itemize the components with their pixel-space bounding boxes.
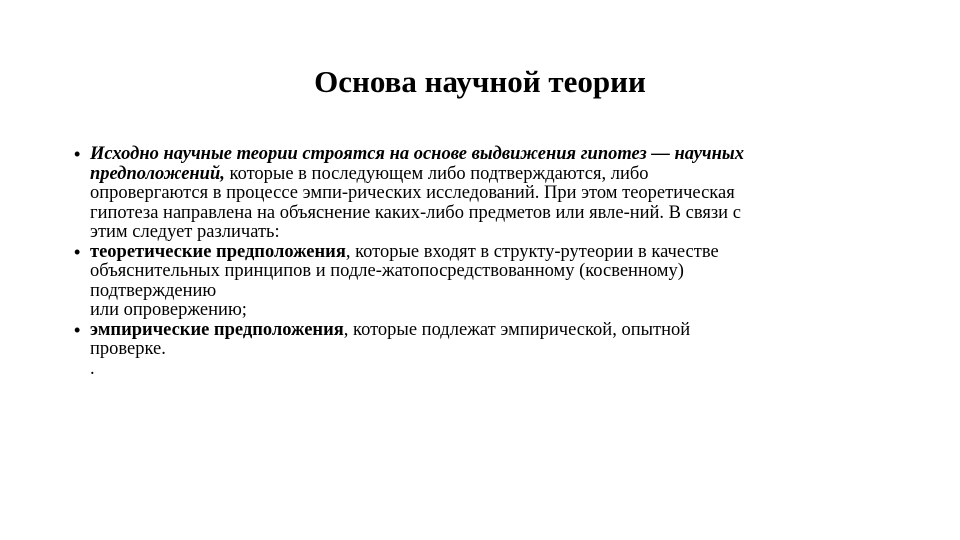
bullet-text-line	[90, 243, 884, 263]
bullet-list	[74, 145, 884, 379]
bullet-text: гипотеза направлена на объяснение каких-либо предметов или явле-ний. В связи с	[90, 202, 741, 223]
bullet-emphasis-line-2: предположений,	[90, 163, 225, 184]
bullet-text: , которые подлежат эмпирической, опытной	[343, 319, 691, 340]
bullet-icon: •	[74, 241, 81, 262]
bullet-text: этим следует различать:	[90, 222, 280, 242]
bullet-text-line	[90, 165, 884, 185]
bullet-text-line	[90, 321, 884, 341]
bullet-text: которые в последующем либо подтверждаются, либо	[224, 163, 649, 184]
bullet-text: проверке.	[90, 339, 166, 359]
bullet-text: объяснительных принципов и подле-жатопосредствованному (косвенному)	[90, 261, 684, 281]
list-item	[74, 145, 884, 243]
bullet-text: подтверждению	[90, 280, 217, 301]
bullet-text: опровергаются в процессе эмпи-рических исследований. При этом теоретическая	[90, 183, 735, 203]
bullet-emphasis: теоретические предположения	[90, 241, 346, 262]
list-item	[74, 243, 884, 321]
bullet-emphasis-line-1: Исходно научные теории строятся на основе выдвижения гипотез — научных	[90, 144, 745, 164]
bullet-text: или опровержению;	[90, 300, 247, 320]
trailing-text: .	[90, 358, 95, 379]
bullet-icon: •	[74, 144, 81, 164]
list-item	[74, 321, 884, 360]
bullet-emphasis: эмпирические предположения	[90, 319, 344, 340]
bullet-text: , которые входят в структу-рутеории в качестве	[345, 241, 719, 262]
bullet-icon: •	[74, 319, 81, 340]
slide-title: Основа научной теории	[314, 64, 646, 99]
